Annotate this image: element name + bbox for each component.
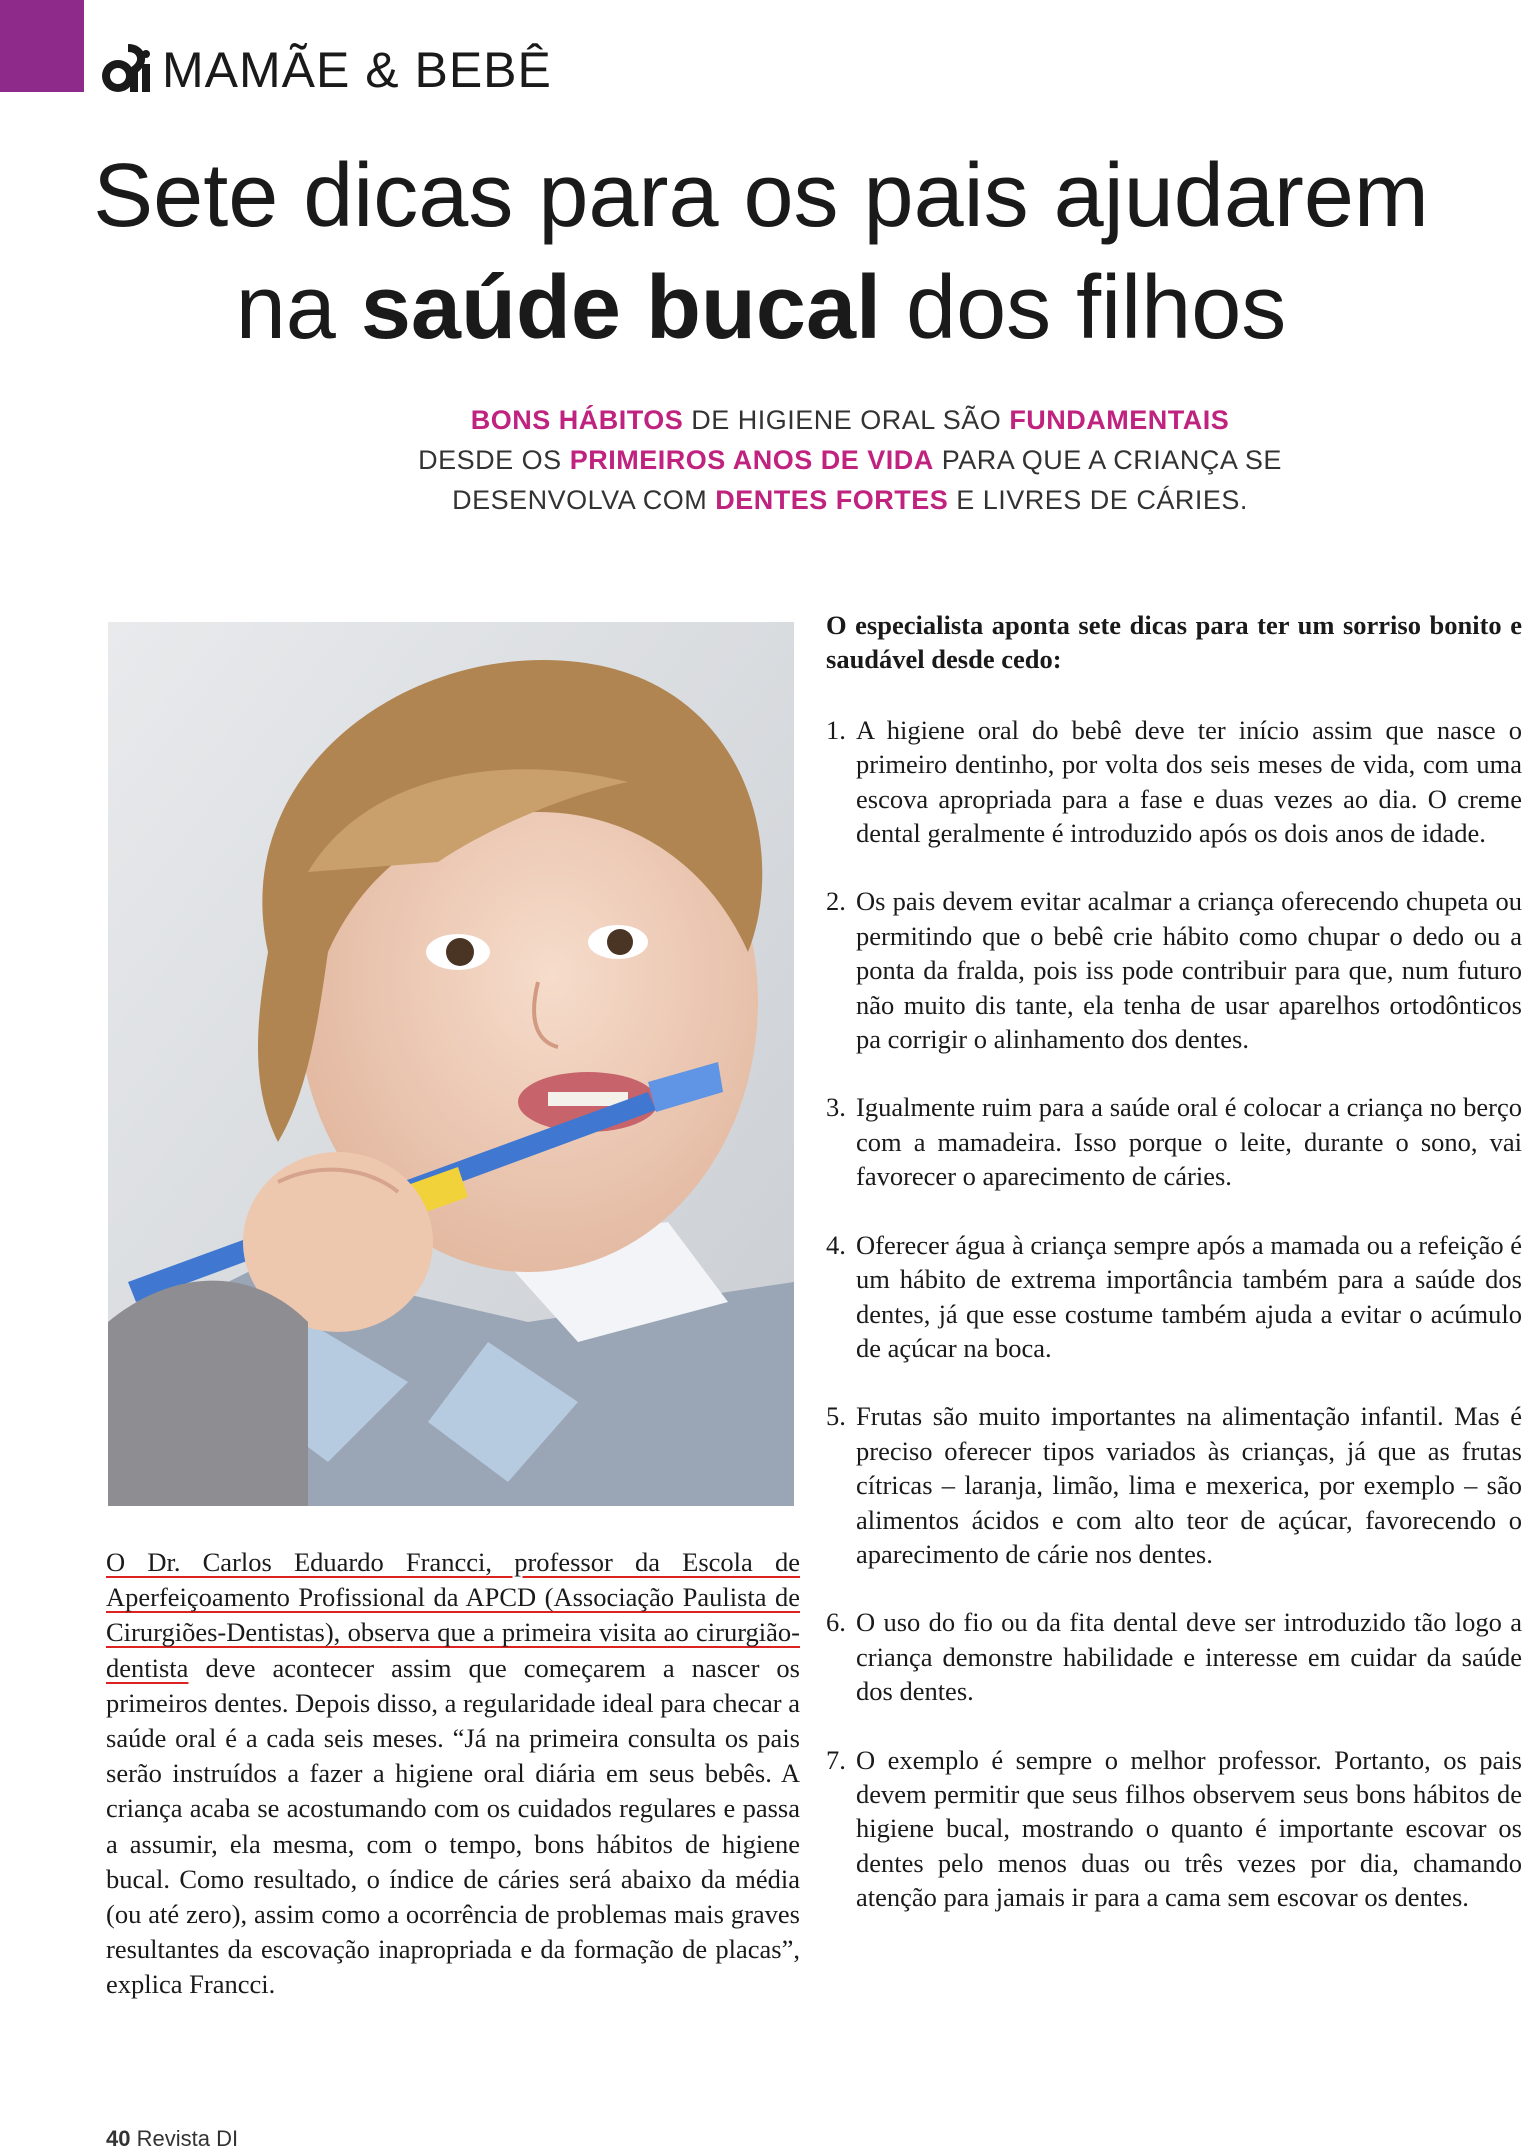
lead-text: PARA QUE A CRIANÇA SE [933,445,1282,475]
section-header [98,40,552,100]
tip-number: 4. [826,1229,846,1260]
tip-number: 7. [826,1744,846,1775]
title-line-2-post: dos filhos [881,258,1287,358]
body-text: deve acontecer assim que começarem a nascer os primeiros dentes. Depois disso, a regularidade ideal para checar a saúde oral é a cada seis meses. “Já na primeira consulta os pais serão instruídos a fazer a higiene oral diária em seus bebês. A criança acaba se acostumando com os cuidados regulares e passa a assumir, ela mesma, com o tempo, bons hábitos de higiene bucal. Como resultado, o índice de cáries será abaixo da média (ou até zero), assim como a ocorrência de problemas mais graves resultantes da escovação inapropriada e da formação de placas”, explica Francci. [106,1652,800,2000]
tip-text: Igualmente ruim para a saúde oral é colocar a criança no berço com a mamadeira. Isso porque o leite, durante o sono, vai favorecer o aparecimento de cáries. [856,1092,1522,1192]
lead-highlight: PRIMEIROS ANOS DE VIDA [569,445,934,475]
lead-highlight: DENTES FORTES [715,485,949,515]
tip-text: Oferecer água à criança sempre após a mamada ou a refeição é um hábito de extrema importância também para a saúde dos dentes, já que esse costume também ajuda a evitar o acúmulo de açúcar na boca. [856,1229,1522,1363]
lead-paragraph [300,400,1400,520]
section-label: MAMÃE & BEBÊ [162,42,552,98]
lead-text: E LIVRES DE CÁRIES. [948,485,1248,515]
tip-text: O exemplo é sempre o melhor professor. Portanto, os pais devem permitir que seus filhos observem seus bons hábitos de higiene bucal, mostrando o quanto é importante escovar os dentes pelo menos duas ou três vezes por dia, chamando atenção para jamais ir para a cama sem escovar os dentes. [856,1744,1522,1913]
tip-item [826,713,1522,851]
tip-item [826,1605,1522,1708]
intro-body-text [106,1545,800,2003]
article-title [40,140,1482,364]
tips-column [826,608,1522,1949]
underlined-intro: O Dr. Carlos Eduardo Francci, professor da Escola de Aperfeiçoamento Profissional da APCD (Associação Paulista de Cirurgiões-Dentistas), observa que a primeira visita ao cirurgião-dentista [106,1547,800,1683]
tip-number: 2. [826,886,846,917]
lead-highlight: FUNDAMENTAIS [1009,405,1230,435]
lead-highlight: BONS HÁBITOS [470,405,684,435]
tips-list [826,713,1522,1915]
tip-number: 1. [826,714,846,745]
corner-color-block [0,0,84,92]
di-logo-icon [98,42,154,98]
title-line-1: Sete dicas para os pais ajudarem [93,146,1429,246]
lead-text: DESDE OS [418,445,570,475]
tip-item [826,1399,1522,1571]
title-line-2-bold: saúde bucal [360,258,882,358]
page-footer [106,2126,238,2152]
tip-item [826,884,1522,1056]
tip-item [826,1743,1522,1915]
tip-item [826,1090,1522,1193]
tip-text: Frutas são muito importantes na alimentação infantil. Mas é preciso oferecer tipos variados às crianças, já que as frutas cítricas – laranja, limão, lima e mexerica, por exemplo – são alimentos ácidos e com alto teor de açúcar, favorecendo o aparecimento de cárie nos dentes. [856,1401,1522,1569]
tip-number: 6. [826,1607,846,1638]
child-brushing-teeth-photo [108,622,794,1506]
lead-text: DESENVOLVA COM [452,485,716,515]
tip-number: 3. [826,1092,846,1123]
magazine-name: Revista DI [136,2126,239,2151]
tips-intro: O especialista aponta sete dicas para ter um sorriso bonito e saudável desde cedo: [826,610,1522,675]
lead-text: DE HIGIENE ORAL SÃO [683,405,1010,435]
tip-text: Os pais devem evitar acalmar a criança oferecendo chupeta ou permitindo que o bebê crie hábito como chupar o dedo ou a ponta da fralda, pois iss pode contribuir para que, num futuro não muito dis tante, ela tenha de usar aparelhos ortodônticos pa corrigir o alinhamento dos dentes. [856,886,1522,1055]
tip-text: A higiene oral do bebê deve ter início assim que nasce o primeiro dentinho, por volta dos seis meses de vida, com uma escova apropriada para a fase e duas vezes ao dia. O creme dental geralmente é introduzido após os dois anos de idade. [856,714,1522,849]
title-line-2-pre: na [235,258,361,358]
page-number: 40 [106,2126,131,2151]
tip-text: O uso do fio ou da fita dental deve ser introduzido tão logo a criança demonstre habilidade e interesse em cuidar da saúde dos dentes. [856,1607,1522,1707]
tip-item [826,1228,1522,1366]
tip-number: 5. [826,1401,846,1432]
